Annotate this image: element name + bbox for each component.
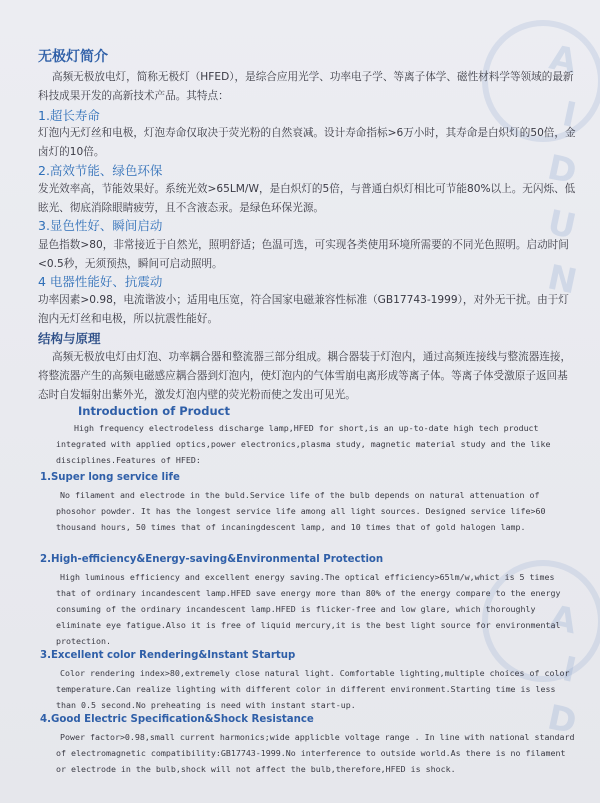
- cn-section-5-text: 高频无极放电灯由灯泡、功率耦合器和整流器三部分组成。耦合器装于灯泡内，通过高频连接线与整流器连接，将整流器产生的高频电磁感应耦合器到灯泡内，使灯泡内的气体雪崩电离形成等离子体。等离子体受激原子返回基态时自发辐射出紫外光，激发灯泡内壁的荧光粉而使之发出可见光。: [38, 351, 572, 401]
- cn-section-3-text: 显色指数>80，非常接近于自然光，照明舒适；色温可选，可实现各类使用环境所需要的不同光色照明。启动时间<0.5秒，无须预热，瞬间可启动照明。: [38, 239, 569, 270]
- cn-section-4-heading: 4 电器性能好、抗震动: [38, 274, 163, 289]
- watermark-letter: I: [559, 94, 581, 136]
- en-intro: High frequency electrodeless discharge lamp,HFED for short,is an up-to-date high tech product integrated with applied optics,power electronics,plasma study, magnetic material study and the like disciplines.Features of HFED:: [56, 423, 551, 465]
- cn-section-1-text: 灯泡内无灯丝和电极，灯泡寿命仅取决于荧光粉的自然衰减。设计寿命指标>6万小时，其寿命是白炽灯的50倍，金卤灯的10倍。: [38, 127, 576, 158]
- watermark-letter: U: [544, 202, 580, 248]
- cn-section-2-text: 发光效率高，节能效果好。系统光效>65LM/W，是白炽灯的5倍，与普通白炽灯相比可节能80%以上。无闪烁、低眩光、彻底消除眼睛疲劳，且不含液态汞。是绿色环保光源。: [38, 183, 576, 214]
- watermark-letter: N: [543, 257, 580, 303]
- watermark-letter: A: [545, 597, 580, 643]
- watermark-letter: D: [543, 147, 580, 193]
- en-section-1-heading: 1.Super long service life: [40, 472, 180, 483]
- en-section-1-text: No filament and electrode in the buld.Service life of the bulb depends on natural attenuation of phosohor powder. It has the longest service life among all light sources. Designed service life>60 thousand hours, 50 times that of incaningdescent lamp, and 10 times that of gold halogen lamp.: [56, 490, 546, 532]
- en-section-3-text: Color rendering index>80,extremely close natural light. Comfortable lighting,multiple choices of color temperature.Can realize lighting with different color in different environment.Starting time is less than 0.5 second.No preheating is need with instant start-up.: [56, 668, 570, 710]
- cn-intro: 高频无极放电灯，简称无极灯（HFED），是综合应用光学、功率电子学、等离子体学、磁性材料学等领域的最新科技成果开发的高新技术产品。其特点：: [38, 71, 574, 102]
- watermark-letter: I: [559, 649, 581, 691]
- cn-section-3-heading: 3.显色性好、瞬间启动: [38, 218, 163, 233]
- cn-section-1-heading: 1.超长寿命: [38, 108, 100, 123]
- cn-section-2-heading: 2.高效节能、绿色环保: [38, 163, 163, 178]
- watermark-letter: A: [545, 37, 580, 83]
- en-section-2-text: High luminous efficiency and excellent energy saving.The optical efficiency>65lm/w,whict is 5 times that of ordinary incandescent lamp.HFED save energy more than 80% of the energy compare to the energy consuming of the ordinary incandescent lamp.HFED is flicker-free and low glare, which thoroughly eliminate eye fatigue.Also it is free of liquid mercury,it is the best light source for environmental protection.: [56, 572, 561, 646]
- en-section-3-heading: 3.Excellent color Rendering&Instant Startup: [40, 650, 296, 661]
- en-section-4-text: Power factor>0.98,small current harmonics;wide applicble voltage range . In line with national standard of electromagnetic compatibility:GB17743-1999.No interference to outside world.As there is no filament or electrode in the bulb,shock will not affect the bulb,therefore,HFED is shock.: [56, 732, 575, 774]
- en-section-2-heading: 2.High-efficiency&Energy-saving&Environmental Protection: [40, 554, 384, 565]
- cn-title: 无极灯简介: [38, 49, 108, 65]
- watermark-letter: D: [543, 697, 580, 743]
- cn-section-4-text: 功率因素>0.98，电流谐波小；适用电压宽，符合国家电磁兼容性标准（GB17743-1999），对外无干扰。由于灯泡内无灯丝和电极，所以抗震性能好。: [38, 294, 569, 325]
- en-section-4-heading: 4.Good Electric Specification&Shock Resistance: [40, 714, 314, 725]
- cn-section-5-heading: 结构与原理: [38, 331, 101, 346]
- en-title: Introduction of Product: [78, 404, 230, 418]
